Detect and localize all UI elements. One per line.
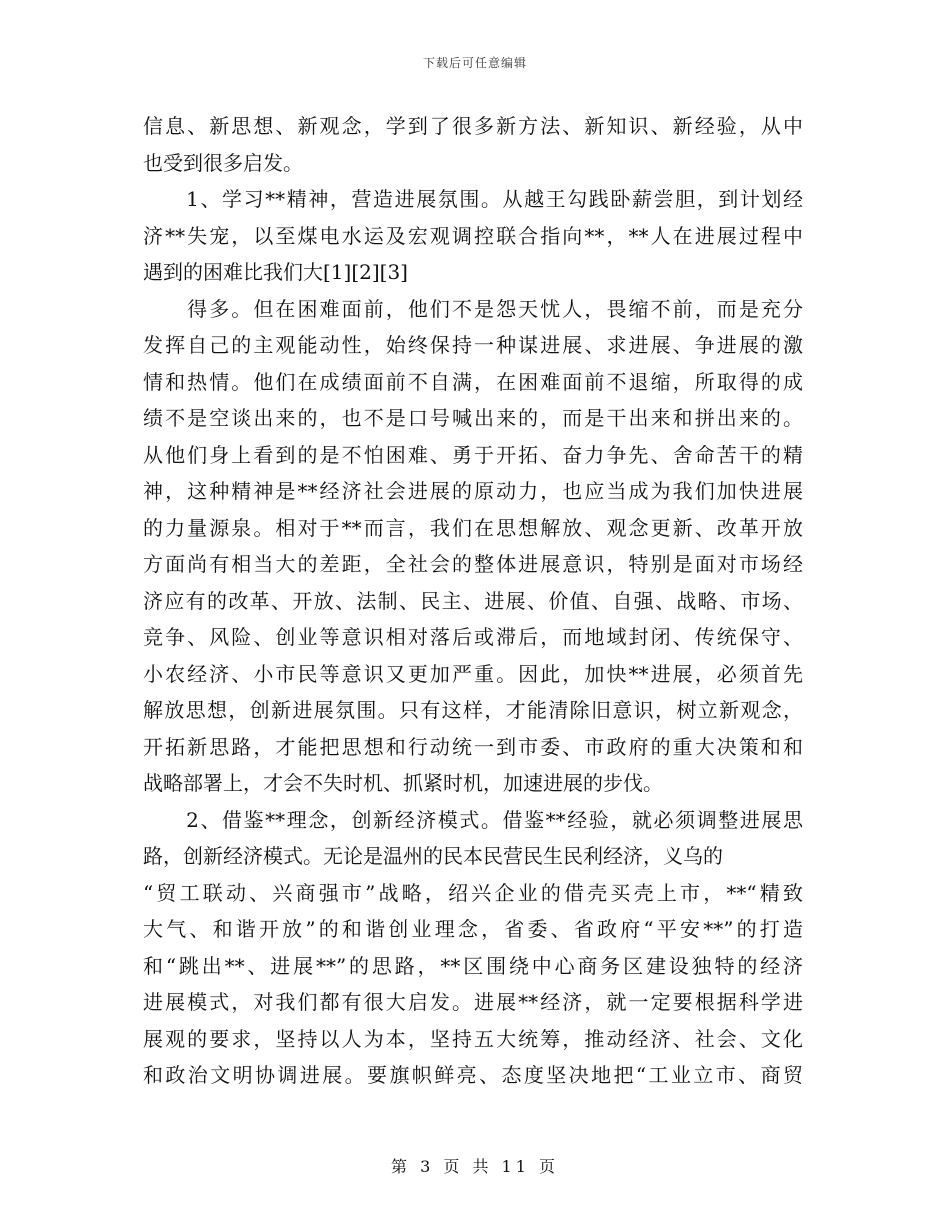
text-line: 展观的要求，坚持以人为本，坚持五大统筹，推动经济、社会、文化 [143,1026,803,1051]
text-line: 情和热情。他们在成绩面前不自满，在困难面前不退缩，所取得的成 [143,369,803,394]
document-body [143,108,803,1094]
text-line: 的力量源泉。相对于**而言，我们在思想解放、观念更新、改革开放 [143,515,803,540]
text-line: 进展模式，对我们都有很大启发。进展**经济，就一定要根据科学进 [143,990,803,1014]
text-line: 从他们身上看到的是不怕困难、勇于开拓、奋力争先、舍命苦干的精 [143,442,803,467]
text-line: 神，这种精神是**经济社会进展的原动力，也应当成为我们加快进展 [143,479,803,503]
page-footer: 第 3 页 共 11 页 [391,1157,559,1176]
text-line: 绩不是空谈出来的，也不是口号喊出来的，而是干出来和拼出来的。 [143,406,803,430]
text-line: 1、学习**精神，营造进展氛围。从越王勾践卧薪尝胆，到计划经 [143,187,803,211]
text-line: 路，创新经济模式。无论是温州的民本民营民生民利经济，义乌的 [143,844,723,868]
text-line: 方面尚有相当大的差距，全社会的整体进展意识，特别是面对市场经 [143,552,803,576]
text-line: 解放思想，创新进展氛围。只有这样，才能清除旧意识，树立新观念， [143,698,803,722]
text-line: 遇到的困难比我们大[1][2][3] [143,260,408,284]
text-line: “贸工联动、兴商强市”战略，绍兴企业的借壳买壳上市，**“精致 [143,880,803,905]
text-line: 开拓新思路，才能把思想和行动统一到市委、市政府的重大决策和和 [143,734,803,759]
text-line: 2、借鉴**理念，创新经济模式。借鉴**经验，就必须调整进展思 [143,807,803,832]
text-line: 得多。但在困难面前，他们不是怨天忧人，畏缩不前，而是充分 [143,296,803,321]
text-line: 战略部署上，才会不失时机、抓紧时机，加速进展的步伐。 [143,771,663,795]
text-line: 竞争、风险、创业等意识相对落后或滞后，而地域封闭、传统保守、 [143,625,803,649]
text-line: 和“跳出**、进展**”的思路，**区围绕中心商务区建设独特的经济 [143,953,803,978]
text-line: 小农经济、小市民等意识又更加严重。因此，加快**进展，必须首先 [143,661,803,686]
text-line: 大气、和谐开放”的和谐创业理念，省委、省政府“平安**”的打造 [143,917,803,941]
text-line: 和政治文明协调进展。要旗帜鲜亮、态度坚决地把“工业立市、商贸 [143,1063,803,1087]
text-line: 也受到很多启发。 [143,150,303,175]
text-line: 发挥自己的主观能动性，始终保持一种谋进展、求进展、争进展的激 [143,333,803,357]
text-line: 济应有的改革、开放、法制、民主、进展、价值、自强、战略、市场、 [143,588,803,613]
text-line: 信息、新思想、新观念，学到了很多新方法、新知识、新经验，从中 [143,114,803,138]
text-line: 济**失宠，以至煤电水运及宏观调控联合指向**，**人在进展过程中 [143,223,803,248]
page-header: 下载后可任意编辑 [422,56,527,70]
